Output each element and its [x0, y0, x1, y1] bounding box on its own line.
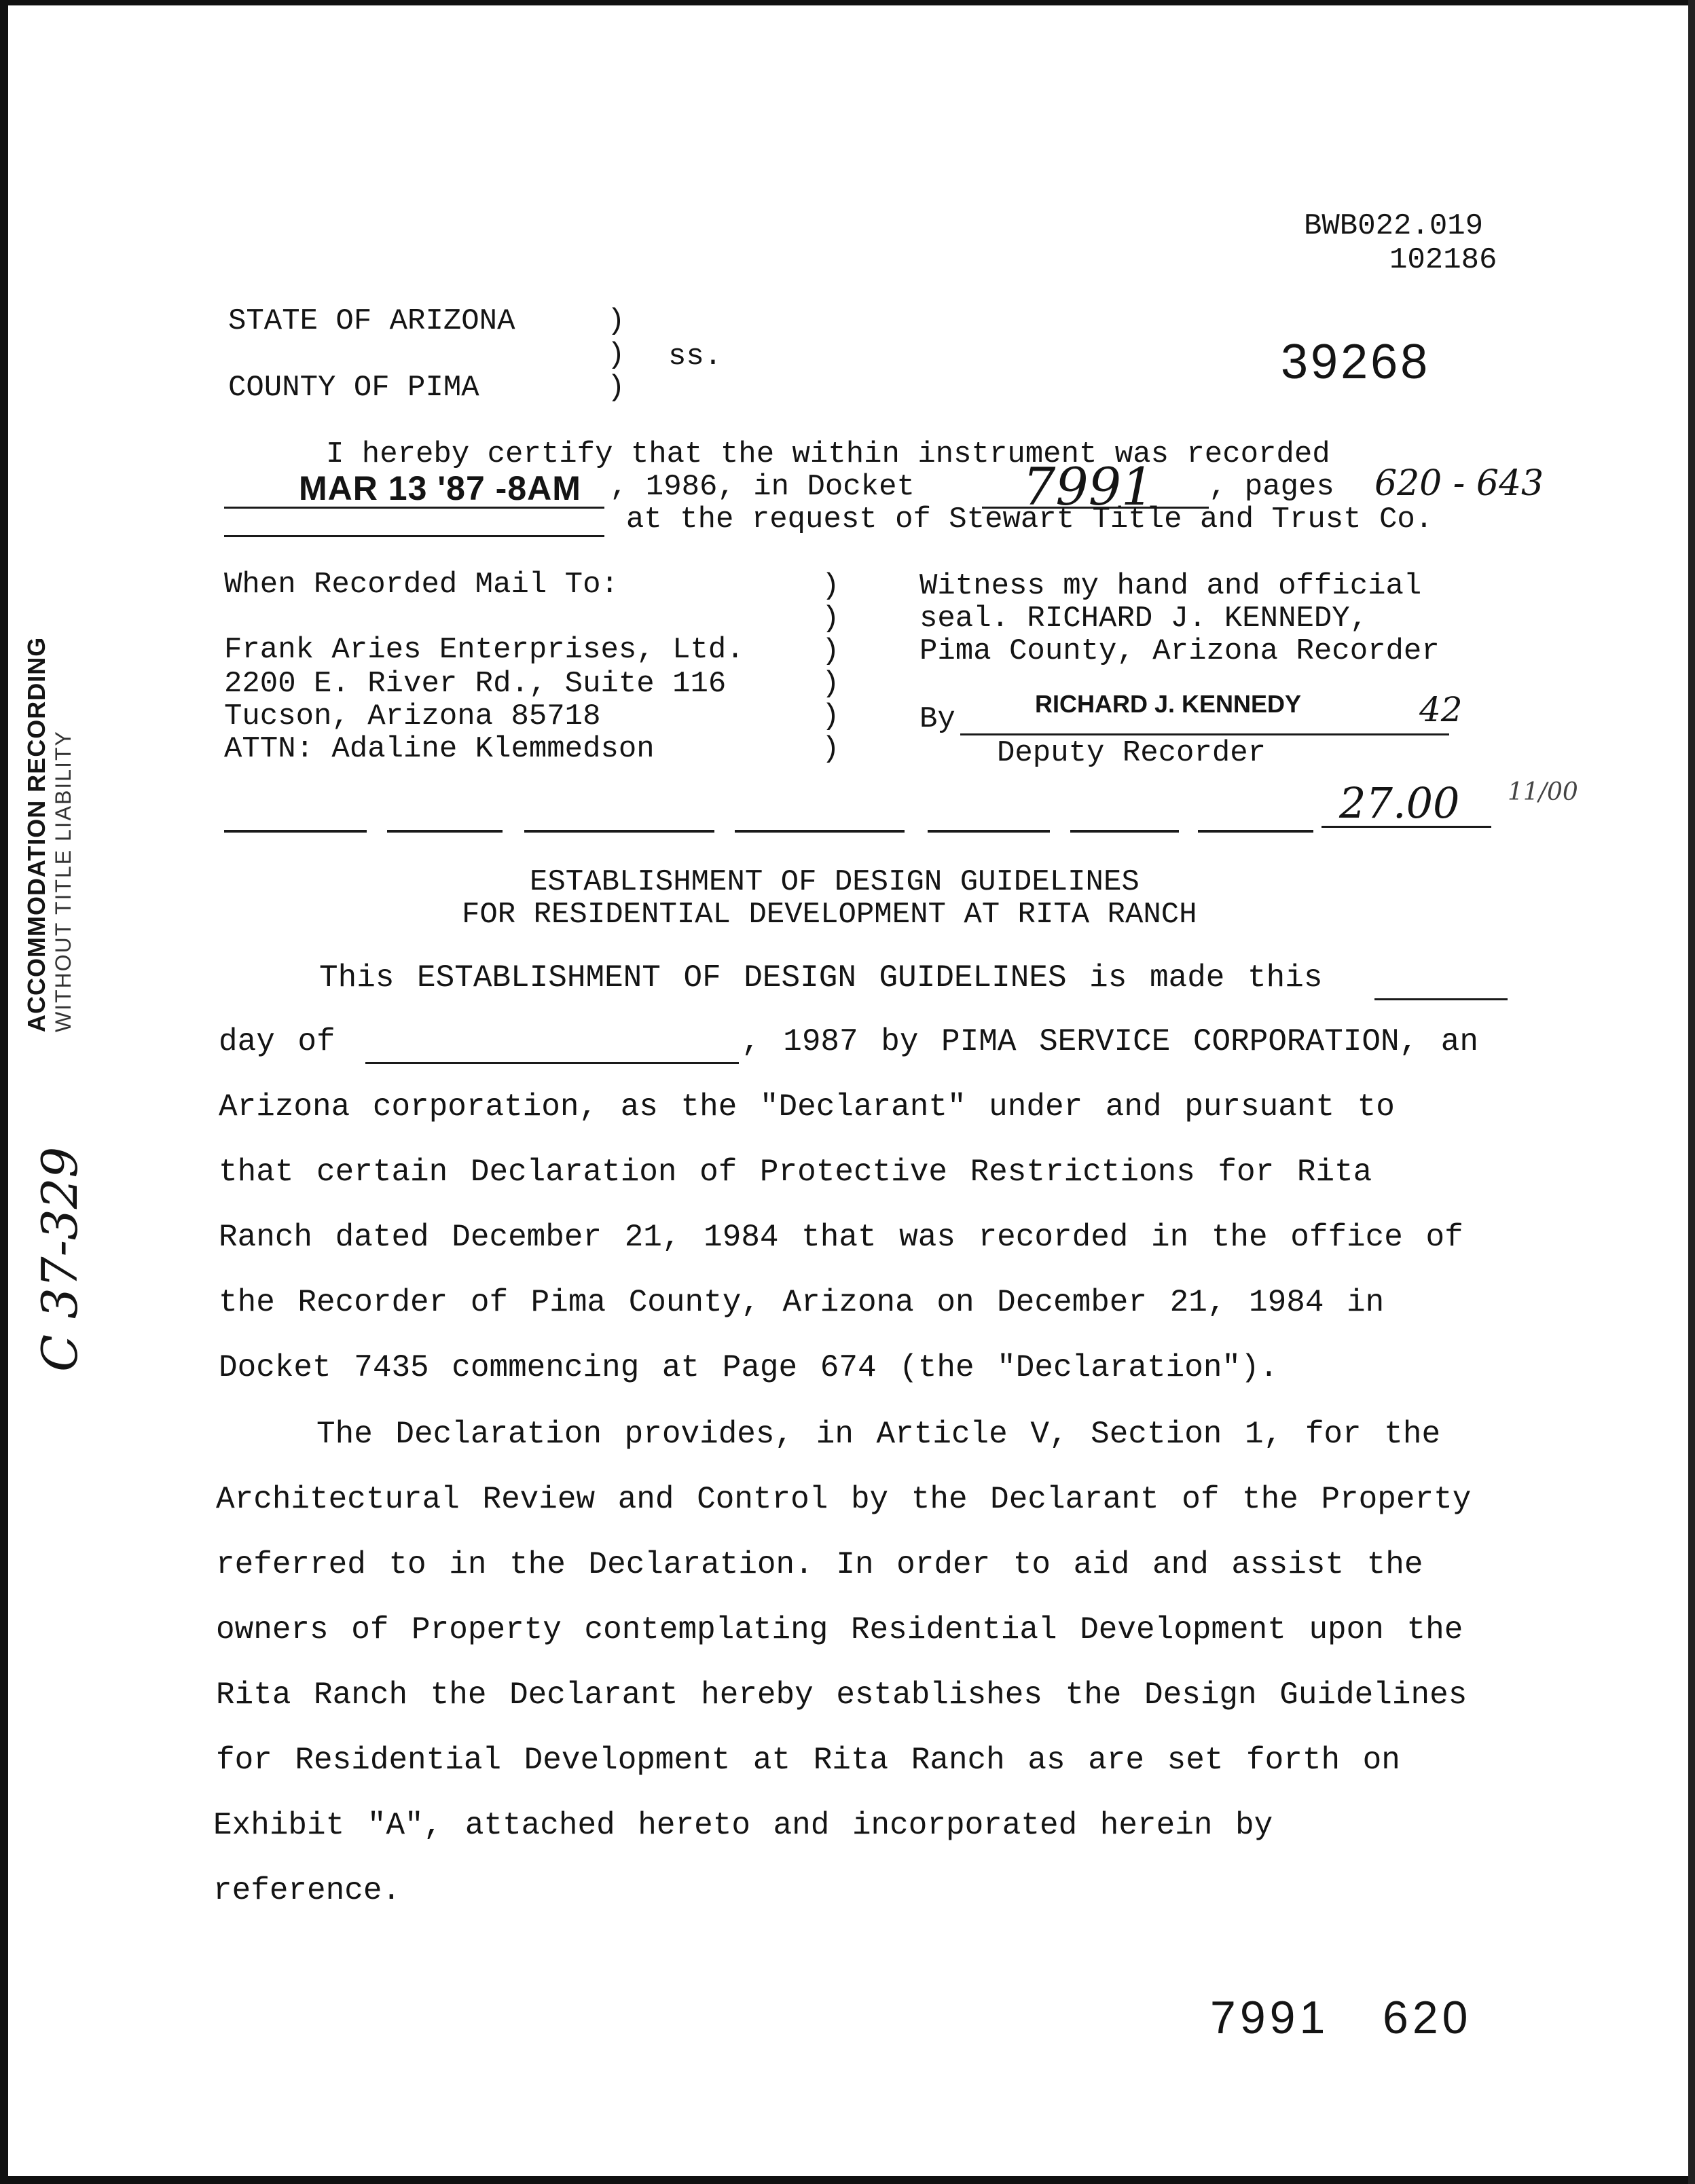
scan-edge-bottom	[0, 2176, 1695, 2184]
footer-docket: 7991	[1210, 1992, 1330, 2043]
mail-paren: )	[822, 634, 840, 668]
pages-handwritten: 620 - 643	[1374, 463, 1544, 504]
mail-paren: )	[822, 602, 840, 636]
recorded-stamp: MAR 13 '87 -8AM	[299, 469, 581, 507]
para2-line: referred to in the Declaration. In order to aid and assist the	[216, 1547, 1423, 1582]
mail-to-company: Frank Aries Enterprises, Ltd.	[224, 633, 744, 667]
separator-dash	[1070, 830, 1179, 833]
deputy-initials: 42	[1419, 690, 1463, 729]
fee-line	[1322, 778, 1491, 828]
para1-line: Ranch dated December 21, 1984 that was recorded in the office of	[219, 1220, 1463, 1255]
scan-edge-left	[0, 0, 8, 2184]
day-blank	[1374, 963, 1508, 1000]
witness-line3: Pima County, Arizona Recorder	[919, 634, 1440, 668]
accommodation-stamp	[22, 636, 105, 1032]
request-blank	[224, 501, 604, 537]
pages-label: , pages	[1209, 470, 1334, 504]
scan-edge-top	[0, 0, 1695, 5]
para2-line: for Residential Development at Rita Ranch as are set forth on	[216, 1743, 1400, 1778]
mail-to-heading: When Recorded Mail To:	[224, 568, 619, 602]
para2-line: The Declaration provides, in Article V, Section 1, for the	[316, 1417, 1441, 1452]
para1-line: that certain Declaration of Protective Restrictions for Rita	[219, 1154, 1372, 1190]
doc-code: BWB022.019	[1304, 209, 1484, 243]
side-handwritten: C 37-329	[31, 1146, 88, 1372]
para1-line: , 1987 by PIMA SERVICE CORPORATION, an	[742, 1024, 1478, 1059]
title-line1: ESTABLISHMENT OF DESIGN GUIDELINES	[530, 865, 1140, 899]
witness-line1: Witness my hand and official	[919, 569, 1422, 603]
venue-paren: )	[607, 371, 625, 405]
state-line: STATE OF ARIZONA	[228, 304, 515, 338]
mail-to-city: Tucson, Arizona 85718	[224, 699, 601, 733]
month-blank	[365, 1027, 739, 1064]
para2-line: owners of Property contemplating Residential Development upon the	[216, 1612, 1463, 1648]
witness-line2: seal. RICHARD J. KENNEDY,	[919, 602, 1368, 636]
fee-handwritten: 27.00	[1339, 778, 1460, 828]
year-text: , 1986, in Docket	[610, 470, 915, 504]
separator-dash	[224, 830, 367, 833]
footer-page: 620	[1383, 1992, 1472, 2043]
side-stamp-line1: ACCOMMODATION RECORDING	[22, 636, 50, 1032]
certify-line: I hereby certify that the within instrument was recorded	[326, 437, 1330, 471]
separator-dash	[735, 830, 905, 833]
fee-note: 11/00	[1508, 778, 1578, 806]
separator-dash	[1198, 830, 1313, 833]
venue-paren: )	[607, 304, 625, 338]
para1-line: the Recorder of Pima County, Arizona on December 21, 1984 in	[219, 1285, 1385, 1320]
signature-line	[960, 690, 1463, 735]
title-line2: FOR RESIDENTIAL DEVELOPMENT AT RITA RANCH	[462, 898, 1197, 932]
deputy-title: Deputy Recorder	[997, 736, 1266, 770]
request-text: at the request of Stewart Title and Trust Co.	[626, 503, 1434, 536]
county-line: COUNTY OF PIMA	[228, 371, 479, 405]
separator-dash	[928, 830, 1050, 833]
side-stamp-line2: WITHOUT TITLE LIABILITY	[51, 730, 75, 1032]
para1-line: Docket 7435 commencing at Page 674 (the "Declaration").	[219, 1350, 1279, 1385]
mail-paren: )	[822, 667, 840, 701]
doc-date-code: 102186	[1389, 243, 1497, 277]
para2-line: reference.	[213, 1873, 401, 1908]
document-number: 39268	[1281, 335, 1431, 389]
mail-paren: )	[822, 732, 840, 766]
mail-to-attn: ATTN: Adaline Klemmedson	[224, 732, 655, 766]
separator-dash	[524, 830, 714, 833]
docket-handwritten: 7991	[1023, 456, 1154, 517]
para1-line: This ESTABLISHMENT OF DESIGN GUIDELINES is made this	[319, 960, 1323, 996]
signature-stamp: RICHARD J. KENNEDY	[1035, 690, 1302, 718]
para2-line: Architectural Review and Control by the Declarant of the Property	[216, 1482, 1472, 1517]
separator-dash	[387, 830, 503, 833]
para1-line: day of	[219, 1024, 335, 1059]
venue-paren: )	[607, 338, 625, 372]
para1-line: Arizona corporation, as the "Declarant" under and pursuant to	[219, 1089, 1395, 1125]
witness-by: By	[919, 702, 955, 736]
para2-line: Exhibit "A", attached hereto and incorporated herein by	[213, 1808, 1273, 1843]
ss-label: ss.	[668, 340, 723, 374]
para2-line: Rita Ranch the Declarant hereby establishes the Design Guidelines	[216, 1677, 1468, 1713]
scan-edge-right	[1688, 0, 1695, 2184]
mail-to-street: 2200 E. River Rd., Suite 116	[224, 667, 727, 701]
mail-paren: )	[822, 699, 840, 733]
mail-paren: )	[822, 569, 840, 603]
